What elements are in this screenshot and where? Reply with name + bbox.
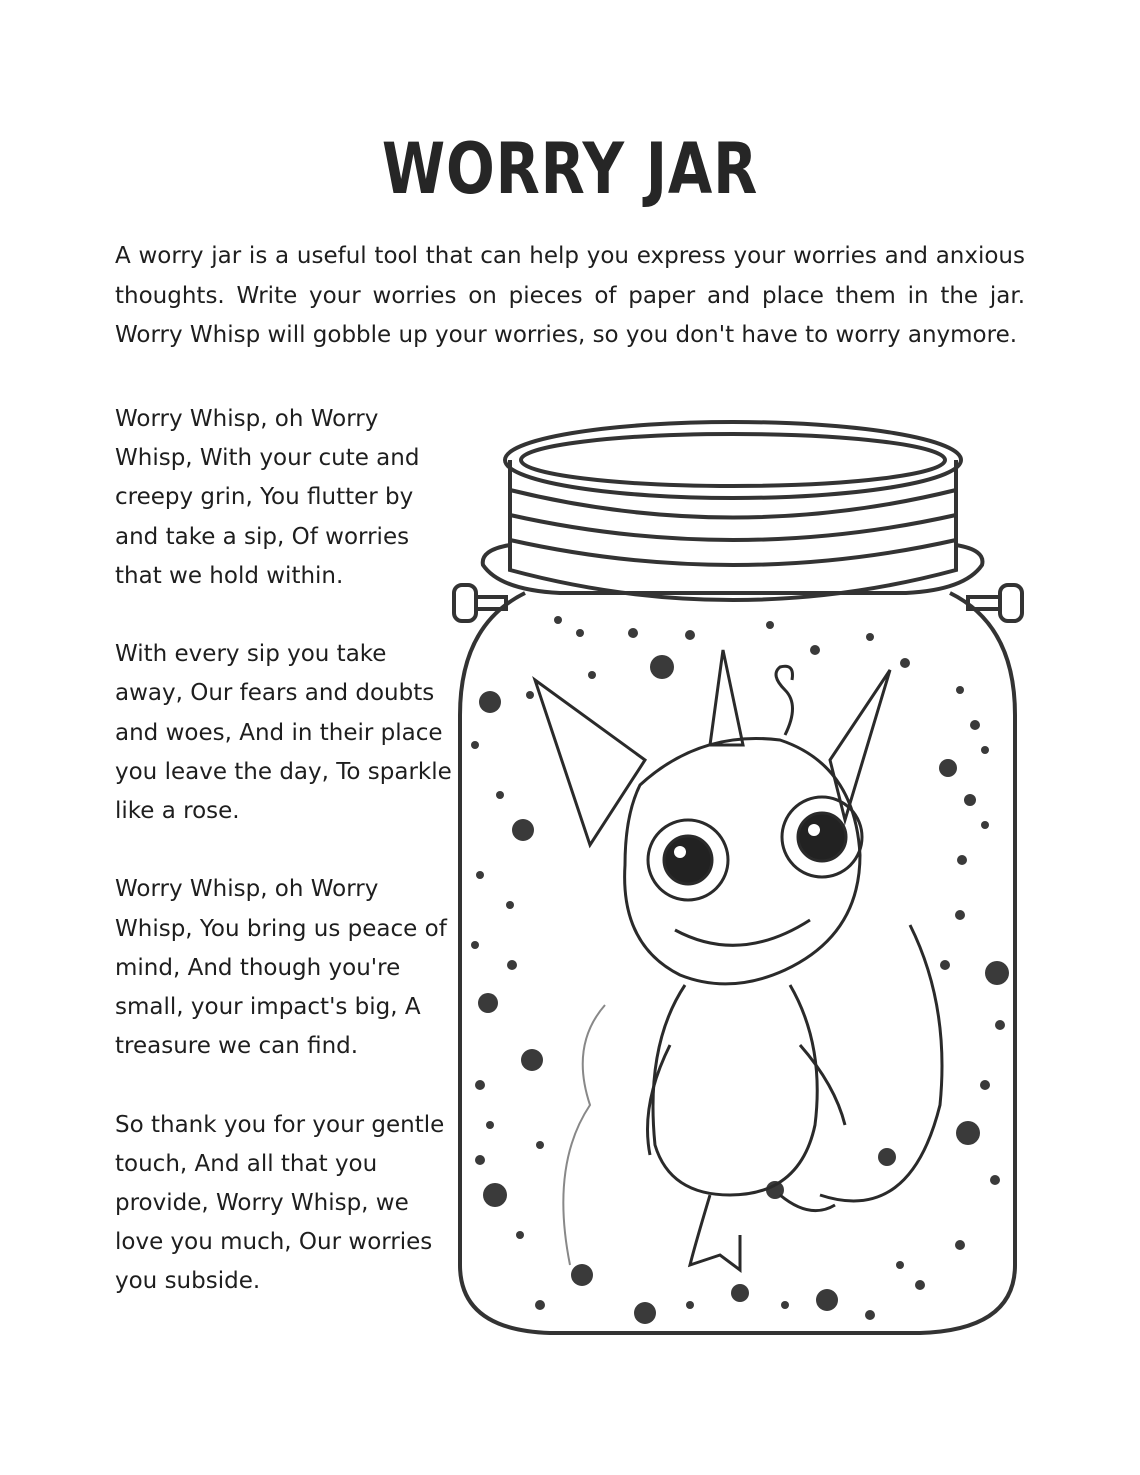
poem-stanza-3: Worry Whisp, oh Worry Whisp, You bring us peace of mind, And though you're small, your impact's big, A treasure we can find. [115, 876, 447, 1060]
creature-right-ear [830, 670, 890, 820]
poem [115, 400, 455, 1341]
creature-right-arm [800, 1045, 845, 1125]
poem-stanza-1: Worry Whisp, oh Worry Whisp, With your cute and creepy grin, You flutter by and take a sip, Of worries that we hold within. [115, 406, 420, 589]
creature-left-arm [648, 1045, 671, 1155]
creature-mouth [675, 920, 810, 945]
jar-shoulder [483, 545, 983, 593]
poem-stanza-2: With every sip you take away, Our fears and doubts and woes, And in their place you leave the day, To sparkle like a rose. [115, 641, 452, 825]
creature-left-foot [690, 1195, 740, 1270]
jar-clasp-right [1000, 585, 1022, 621]
intro-paragraph: A worry jar is a useful tool that can help you express your worries and anxious thoughts. Write your worries on pieces of paper and place them in the jar. Worry Whisp will gobble up your worries, so you don't have to worry anymore. [115, 243, 1025, 348]
jar-clasp-left [454, 585, 476, 621]
page-title: WORRY JAR [381, 128, 759, 210]
creature-body [653, 985, 817, 1195]
creature-illustration [535, 650, 942, 1270]
creature-antenna [776, 666, 793, 735]
jar-illustration [440, 405, 1040, 1345]
poem-stanza-4: So thank you for your gentle touch, And all that you provide, Worry Whisp, we love you much, Our worries you subside. [115, 1111, 445, 1295]
creature-horn [710, 650, 743, 745]
